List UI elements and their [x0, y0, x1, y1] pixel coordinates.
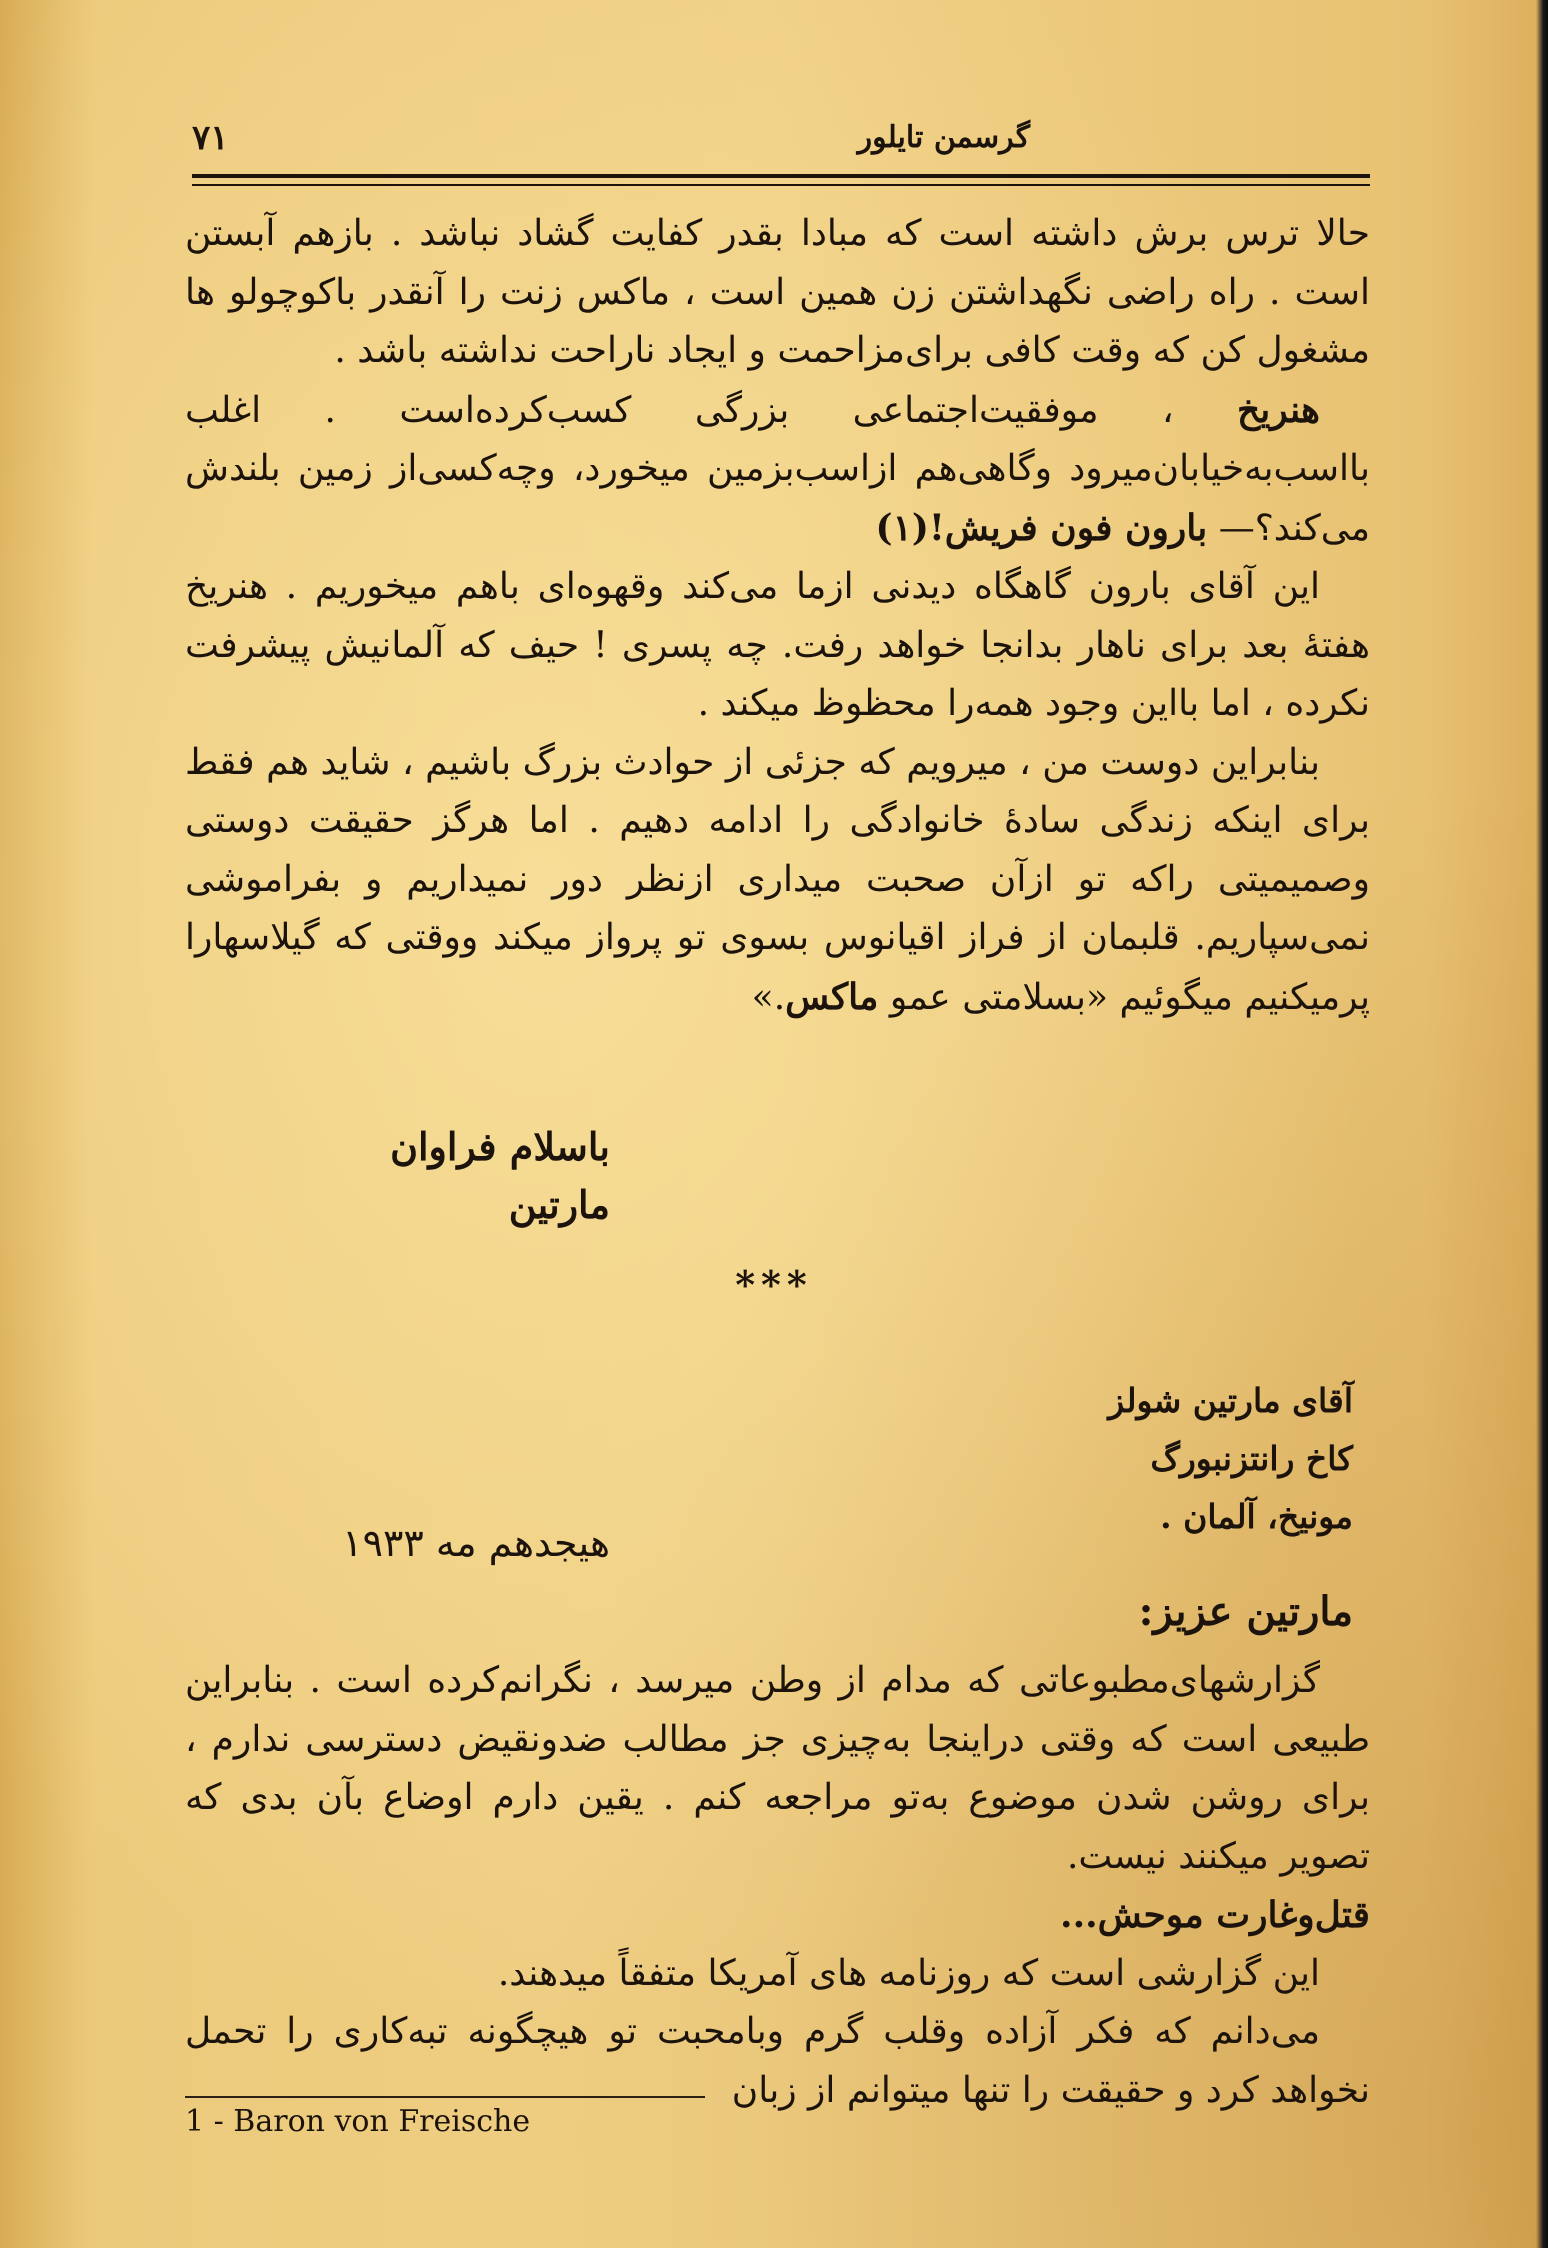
- paragraph-5: گزارشهای‌مطبوعاتی که مدام از وطن میرسد ، نگرانم‌کرده است . بنابراین طبیعی است که وقتی دراینجا به‌چیزی جز مطالب ضدونقیض دسترسی ندارم ، برای روشن شدن موضوع به‌تو مراجعه کنم . یقین دارم اوضاع بآن بدی که تصویر میکنند نیست.: [185, 1660, 1370, 1877]
- paragraph-4: بنابراین دوست من ، میرویم که جزئی از حوادث بزرگ باشیم ، شاید هم فقط برای اینکه زندگی سادهٔ خانوادگی را ادامه دهیم . اما هرگز حقیقت دوستی وصمیمیتی راکه تو ازآن صحبت میداری ازنظر دور نمیداریم و بفراموشی نمی‌سپاریم. قلبمان از فراز اقیانوس بسوی تو پرواز میکند ووقتی که گیلاسهارا پرمیکنیم میگوئیم «بسلامتی عمو ماکس.»: [185, 741, 1371, 1018]
- name-max: ماکس: [785, 975, 879, 1018]
- name-heinrich: هنریخ: [1237, 388, 1321, 431]
- subheading: قتل‌وغارت موحش...: [1060, 1894, 1370, 1936]
- page-header: [192, 118, 1370, 170]
- running-title: گرسمن تایلور: [857, 120, 1030, 155]
- letter-body-part2: [185, 1652, 1370, 2120]
- footnote: 1 - Baron von Freische: [185, 2104, 531, 2139]
- signoff: [310, 1118, 610, 1234]
- section-separator: ***: [735, 1262, 813, 1307]
- salutation: مارتین عزیز:: [1138, 1588, 1353, 1635]
- recipient-address: [753, 1372, 1353, 1546]
- letter-body-part1: [185, 205, 1370, 1027]
- paragraph-1: حالا ترس برش داشته است که مبادا بقدر کفایت گشاد نباشد . بازهم آبستن است . راه راضی نگهداشتن زن همین است ، ماکس زنت را آنقدر باکوچولو ها مشغول کن که وقت کافی برای‌مزاحمت و ایجاد ناراحت نداشته باشد .: [185, 213, 1370, 371]
- paragraph-3: این آقای بارون گاهگاه دیدنی ازما می‌کند وقهوه‌ای باهم میخوریم . هنریخ هفتهٔ بعد برای ناهار بدانجا خواهد رفت. چه پسری ! حیف که آلمانیش پیشرفت نکرده ، اما بااین وجود همه‌را محظوظ میکند .: [185, 566, 1370, 724]
- signoff-greeting: باسلام فراوان: [390, 1124, 610, 1169]
- page-number: ۷۱: [192, 118, 229, 158]
- paragraph-7: می‌دانم که فکر آزاده وقلب گرم وبامحبت تو هیچگونه تبه‌کاری را تحمل نخواهد کرد و حقیقت را تنها میتوانم از زبان: [185, 2011, 1370, 2111]
- paragraph-2: هنریخ ، موفقیت‌اجتماعی بزرگی کسب‌کرده‌است . اغلب بااسب‌به‌خیابان‌میرود وگاهی‌هم ازاسب‌بزمین میخورد، وچه‌کسی‌از زمین بلندش می‌کند؟— بارون فون فریش!(۱): [185, 388, 1370, 549]
- header-rule-thin: [192, 184, 1370, 186]
- signoff-signature: مارتین: [508, 1182, 610, 1227]
- address-line-1: آقای مارتین شولز: [1108, 1381, 1353, 1420]
- address-line-3: مونیخ، آلمان .: [1160, 1497, 1353, 1536]
- letter-date: هیجدهم مه ۱۹۳۳: [342, 1521, 610, 1565]
- page-edge-shadow: [1536, 0, 1548, 2248]
- address-line-2: کاخ رانتزنبورگ: [1150, 1439, 1353, 1478]
- header-rule-thick: [192, 174, 1370, 178]
- footnote-rule: [185, 2096, 705, 2098]
- name-baron: بارون فون فریش!(۱): [875, 506, 1208, 549]
- paragraph-6: این گزارشی است که روزنامه های آمریکا متفقاً میدهند.: [497, 1952, 1320, 1994]
